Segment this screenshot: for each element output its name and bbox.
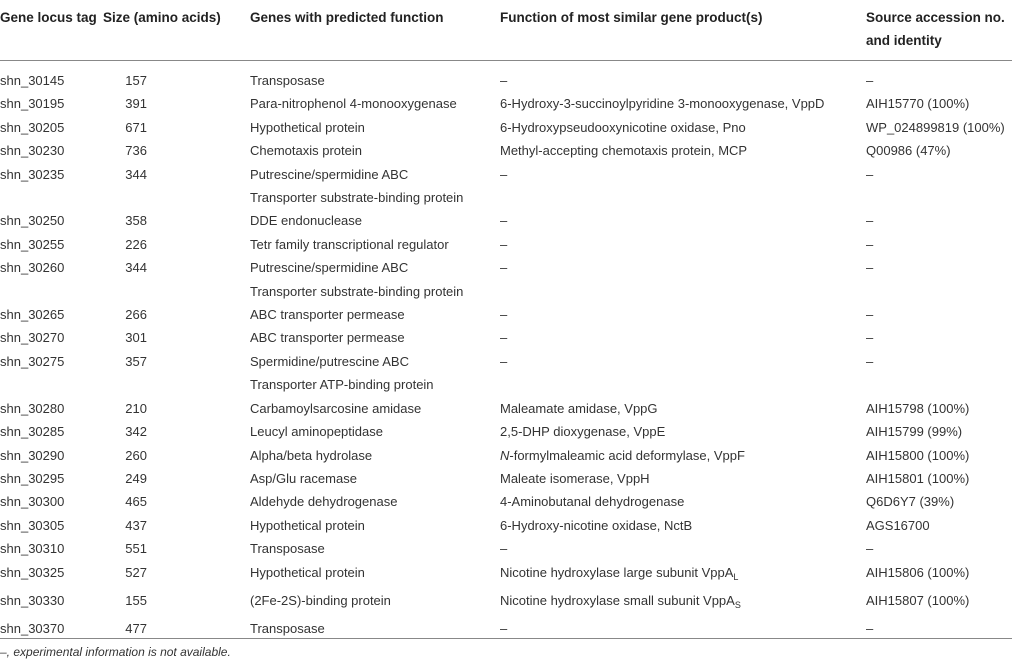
cell-similar-function <box>500 589 866 617</box>
cell-predicted-function <box>250 561 500 589</box>
header-gene-locus-tag: Gene locus tag <box>0 10 97 25</box>
cell-similar-function <box>500 561 866 589</box>
cell-source-accession: Q00986 (47%) <box>866 143 951 159</box>
predicted-function-line: Transposase <box>250 73 325 88</box>
cell-predicted-function <box>250 490 500 513</box>
table-row <box>0 303 1012 326</box>
cell-predicted-function <box>250 92 500 115</box>
cell-similar-function <box>500 139 866 162</box>
predicted-function-line: Hypothetical protein <box>250 517 365 533</box>
cell-similar-function <box>500 326 866 349</box>
cell-predicted-function <box>250 537 500 560</box>
table-row <box>0 397 1012 420</box>
cell-similar-function <box>500 92 866 115</box>
cell-similar-function <box>500 420 866 443</box>
cell-size: 157 <box>125 73 147 88</box>
cell-predicted-function <box>250 617 500 644</box>
cell-gene-locus-tag: shn_30330 <box>0 592 65 608</box>
cell-predicted-function <box>250 444 500 467</box>
predicted-function-line: ABC transporter permease <box>250 330 405 346</box>
cell-source-accession: AIH15798 (100%) <box>866 400 970 416</box>
subunit-subscript: L <box>733 571 739 582</box>
cell-predicted-function <box>250 589 500 617</box>
cell-source-accession: – <box>866 621 874 637</box>
cell-size: 357 <box>125 353 147 369</box>
cell-source-accession: AIH15801 (100%) <box>866 470 970 486</box>
cell-size: 301 <box>125 330 147 346</box>
table-row <box>0 514 1012 537</box>
cell-gene-locus-tag: shn_30195 <box>0 96 65 112</box>
footnote: –, experimental information is not available. <box>0 645 231 659</box>
cell-gene-locus-tag: shn_30280 <box>0 400 65 416</box>
cell-source-accession: – <box>866 260 874 276</box>
cell-size: 465 <box>125 494 147 510</box>
cell-similar-function <box>500 617 866 644</box>
cell-size: 226 <box>125 236 147 252</box>
similar-function-text: – <box>500 213 508 229</box>
cell-size: 210 <box>125 400 147 416</box>
cell-gene-locus-tag: shn_30145 <box>0 73 65 88</box>
predicted-function-line: Transporter ATP-binding protein <box>250 377 434 393</box>
cell-gene-locus-tag: shn_30235 <box>0 166 65 182</box>
predicted-function-line: Asp/Glu racemase <box>250 470 357 486</box>
cell-size: 477 <box>125 621 147 637</box>
header-similar-function: Function of most similar gene product(s) <box>500 10 763 25</box>
table-row <box>0 256 1012 303</box>
similar-function-text: 2,5-DHP dioxygenase, VppE <box>500 424 666 440</box>
predicted-function-line: Alpha/beta hydrolase <box>250 447 373 463</box>
table-row <box>0 116 1012 139</box>
italic-prefix: N <box>500 447 510 463</box>
similar-function-text: Methyl-accepting chemotaxis protein, MCP <box>500 143 748 159</box>
table-row <box>0 163 1012 210</box>
cell-predicted-function <box>250 209 500 232</box>
table-row <box>0 420 1012 443</box>
cell-source-accession: – <box>866 330 874 346</box>
table-row <box>0 490 1012 513</box>
cell-gene-locus-tag: shn_30305 <box>0 517 65 533</box>
similar-function-text: – <box>500 166 508 182</box>
table-body <box>0 61 1012 645</box>
cell-predicted-function <box>250 233 500 256</box>
cell-predicted-function <box>250 397 500 420</box>
predicted-function-line: Leucyl aminopeptidase <box>250 424 383 440</box>
table-row <box>0 139 1012 162</box>
similar-function-text: 6-Hydroxy-nicotine oxidase, NctB <box>500 517 693 533</box>
cell-size: 266 <box>125 307 147 323</box>
cell-gene-locus-tag: shn_30370 <box>0 621 65 637</box>
cell-predicted-function <box>250 303 500 326</box>
cell-similar-function <box>500 61 866 93</box>
similar-function-text: -formylmaleamic acid deformylase, VppF <box>509 447 745 463</box>
cell-size: 155 <box>125 592 147 608</box>
subunit-subscript: S <box>734 599 741 610</box>
cell-size: 551 <box>125 541 147 557</box>
cell-source-accession: – <box>866 213 874 229</box>
cell-predicted-function <box>250 350 500 397</box>
predicted-function-line: ABC transporter permease <box>250 307 405 323</box>
table-row <box>0 209 1012 232</box>
similar-function-text: – <box>500 307 508 323</box>
cell-gene-locus-tag: shn_30260 <box>0 260 65 276</box>
predicted-function-line: Transporter substrate-binding protein <box>250 283 464 299</box>
predicted-function-line: Spermidine/putrescine ABC <box>250 353 409 369</box>
cell-similar-function <box>500 444 866 467</box>
bottom-rule <box>0 638 1012 639</box>
similar-function-text: – <box>500 330 508 346</box>
cell-size: 344 <box>125 166 147 182</box>
table-row <box>0 589 1012 617</box>
cell-size: 344 <box>125 260 147 276</box>
predicted-function-line: Putrescine/spermidine ABC <box>250 260 409 276</box>
header-source-accession: Source accession no. and identity <box>866 10 1005 48</box>
predicted-function-line: Para-nitrophenol 4-monooxygenase <box>250 96 457 112</box>
table-header <box>0 0 1012 61</box>
table-row <box>0 233 1012 256</box>
cell-source-accession: – <box>866 541 874 557</box>
cell-predicted-function <box>250 163 500 210</box>
cell-predicted-function <box>250 139 500 162</box>
similar-function-text: Nicotine hydroxylase small subunit VppA <box>500 592 735 608</box>
similar-function-text: 6-Hydroxy-3-succinoylpyridine 3-monooxygenase, VppD <box>500 96 825 112</box>
header-predicted-function: Genes with predicted function <box>250 10 444 25</box>
similar-function-text: – <box>500 260 508 276</box>
cell-predicted-function <box>250 420 500 443</box>
predicted-function-line: DDE endonuclease <box>250 213 363 229</box>
cell-size: 671 <box>125 119 147 135</box>
cell-gene-locus-tag: shn_30300 <box>0 494 65 510</box>
cell-size: 391 <box>125 96 147 112</box>
cell-size: 736 <box>125 143 147 159</box>
cell-source-accession: – <box>866 307 874 323</box>
cell-source-accession: AGS16700 <box>866 517 930 533</box>
cell-source-accession: – <box>866 353 874 369</box>
cell-predicted-function <box>250 116 500 139</box>
similar-function-text: – <box>500 541 508 557</box>
predicted-function-line: Tetr family transcriptional regulator <box>250 236 449 252</box>
header-size: Size (amino acids) <box>103 10 221 25</box>
cell-predicted-function <box>250 326 500 349</box>
cell-similar-function <box>500 256 866 303</box>
predicted-function-line: Hypothetical protein <box>250 564 365 580</box>
similar-function-text: 4-Aminobutanal dehydrogenase <box>500 494 685 510</box>
predicted-function-line: (2Fe-2S)-binding protein <box>250 592 391 608</box>
cell-source-accession: WP_024899819 (100%) <box>866 119 1005 135</box>
cell-source-accession: AIH15770 (100%) <box>866 96 970 112</box>
predicted-function-line: Transposase <box>250 541 325 557</box>
predicted-function-line: Chemotaxis protein <box>250 143 362 159</box>
similar-function-text: – <box>500 353 508 369</box>
cell-gene-locus-tag: shn_30205 <box>0 119 65 135</box>
table-row <box>0 326 1012 349</box>
table-row <box>0 617 1012 644</box>
predicted-function-line: Putrescine/spermidine ABC <box>250 166 409 182</box>
predicted-function-line: Transporter substrate-binding protein <box>250 190 464 206</box>
cell-predicted-function <box>250 467 500 490</box>
cell-source-accession: AIH15807 (100%) <box>866 592 970 608</box>
cell-gene-locus-tag: shn_30265 <box>0 307 65 323</box>
predicted-function-line: Aldehyde dehydrogenase <box>250 494 398 510</box>
similar-function-text: 6-Hydroxypseudooxynicotine oxidase, Pno <box>500 119 746 135</box>
table-row <box>0 61 1012 93</box>
similar-function-text: – <box>500 73 508 88</box>
cell-similar-function <box>500 467 866 490</box>
table-row <box>0 92 1012 115</box>
table-row <box>0 561 1012 589</box>
similar-function-text: – <box>500 236 508 252</box>
cell-size: 358 <box>125 213 147 229</box>
cell-source-accession: Q6D6Y7 (39%) <box>866 494 955 510</box>
predicted-function-line: Hypothetical protein <box>250 119 365 135</box>
cell-similar-function <box>500 233 866 256</box>
cell-size: 437 <box>125 517 147 533</box>
predicted-function-line: Carbamoylsarcosine amidase <box>250 400 422 416</box>
cell-similar-function <box>500 514 866 537</box>
cell-gene-locus-tag: shn_30295 <box>0 470 65 486</box>
cell-similar-function <box>500 116 866 139</box>
table-row <box>0 444 1012 467</box>
cell-similar-function <box>500 163 866 210</box>
cell-predicted-function <box>250 256 500 303</box>
cell-gene-locus-tag: shn_30250 <box>0 213 65 229</box>
cell-gene-locus-tag: shn_30230 <box>0 143 65 159</box>
cell-similar-function <box>500 490 866 513</box>
table-row <box>0 467 1012 490</box>
cell-similar-function <box>500 537 866 560</box>
cell-gene-locus-tag: shn_30290 <box>0 447 65 463</box>
cell-similar-function <box>500 209 866 232</box>
cell-size: 260 <box>125 447 147 463</box>
cell-gene-locus-tag: shn_30270 <box>0 330 65 346</box>
cell-gene-locus-tag: shn_30275 <box>0 353 65 369</box>
cell-similar-function <box>500 303 866 326</box>
cell-source-accession: AIH15806 (100%) <box>866 564 970 580</box>
cell-source-accession: – <box>866 236 874 252</box>
cell-gene-locus-tag: shn_30325 <box>0 564 65 580</box>
cell-source-accession: – <box>866 166 874 182</box>
cell-predicted-function <box>250 514 500 537</box>
cell-size: 342 <box>125 424 147 440</box>
predicted-function-line: Transposase <box>250 621 325 637</box>
cell-source-accession: AIH15800 (100%) <box>866 447 970 463</box>
cell-predicted-function <box>250 61 500 93</box>
cell-size: 249 <box>125 470 147 486</box>
cell-size: 527 <box>125 564 147 580</box>
cell-similar-function <box>500 397 866 420</box>
similar-function-text: Maleamate amidase, VppG <box>500 400 658 416</box>
cell-similar-function <box>500 350 866 397</box>
table-row <box>0 350 1012 397</box>
cell-gene-locus-tag: shn_30310 <box>0 541 65 557</box>
cell-gene-locus-tag: shn_30255 <box>0 236 65 252</box>
cell-source-accession: – <box>866 73 874 88</box>
similar-function-text: Maleate isomerase, VppH <box>500 470 650 486</box>
similar-function-text: – <box>500 621 508 637</box>
table-row <box>0 537 1012 560</box>
cell-source-accession: AIH15799 (99%) <box>866 424 963 440</box>
cell-gene-locus-tag: shn_30285 <box>0 424 65 440</box>
similar-function-text: Nicotine hydroxylase large subunit VppA <box>500 564 734 580</box>
